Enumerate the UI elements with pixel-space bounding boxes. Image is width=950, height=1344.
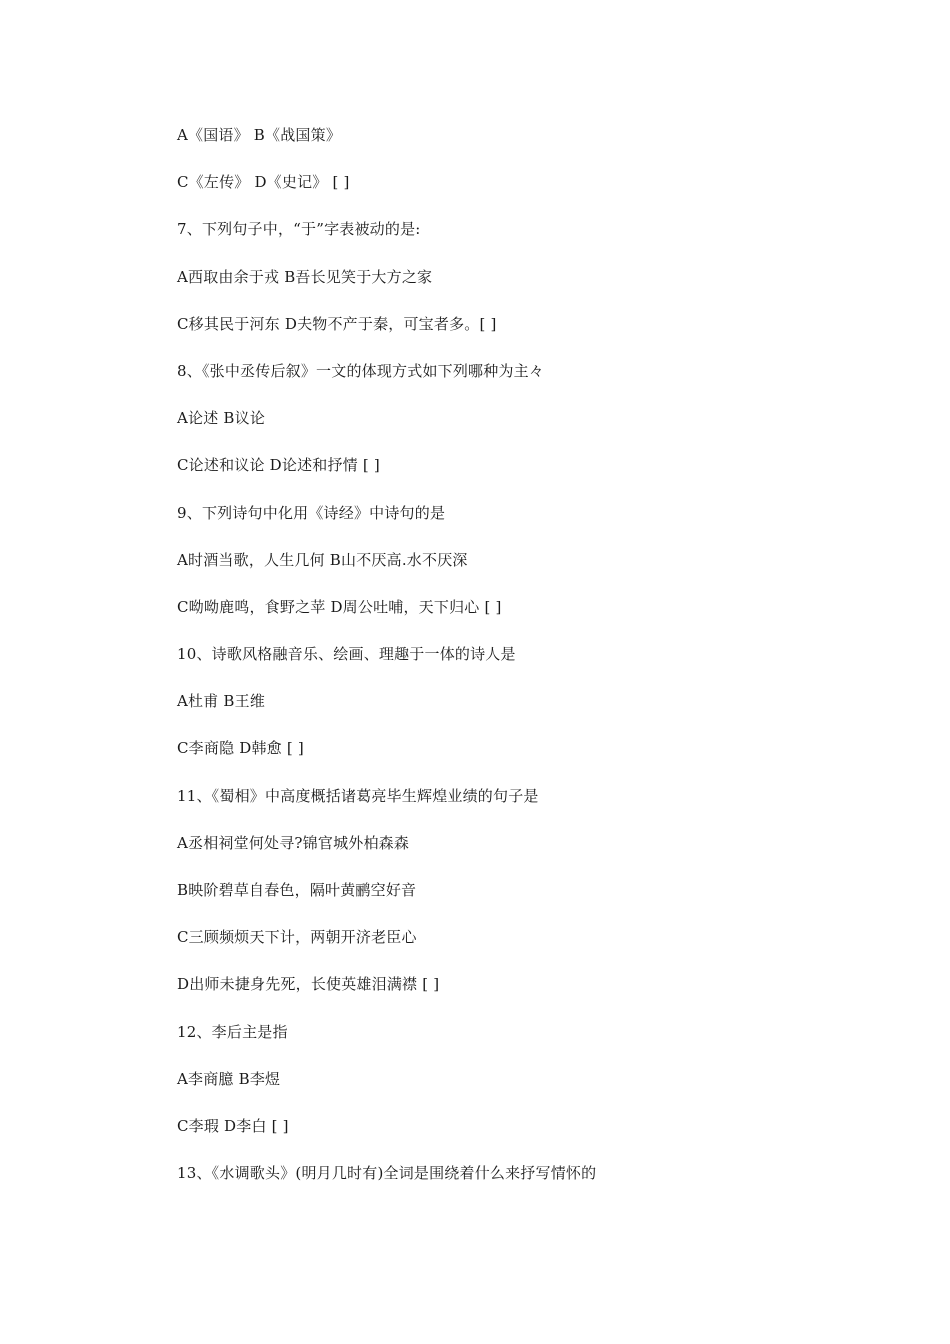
question-line: 13、《水调歌头》(明月几时有)全词是围绕着什么来抒写情怀的: [177, 1164, 597, 1183]
option-line: A论述 B议论: [177, 409, 266, 428]
option-line: A杜甫 B王维: [177, 692, 266, 711]
option-line: A《国语》 B《战国策》: [177, 126, 342, 144]
option-line: C呦呦鹿鸣，食野之苹 D周公吐哺，天下归心 [ ]: [177, 597, 502, 616]
question-line: 11、《蜀相》中高度概括诸葛亮毕生辉煌业绩的句子是: [177, 786, 539, 805]
option-line: A李商臆 B李煜: [177, 1069, 281, 1088]
option-line: C李商隐 D韩愈 [ ]: [177, 739, 304, 758]
option-line: D出师未捷身先死，长使英雄泪满襟 [ ]: [177, 975, 440, 994]
question-line: 10、诗歌风格融音乐、绘画、理趣于一体的诗人是: [177, 645, 516, 664]
option-line: C李瑕 D李白 [ ]: [177, 1116, 289, 1135]
option-line: B映阶碧草自春色，隔叶黄鹂空好音: [177, 881, 417, 899]
option-line: A丞相祠堂何处寻?锦官城外柏森森: [177, 833, 410, 852]
option-line: A西取由余于戎 B吾长见笑于大方之家: [177, 267, 433, 286]
question-line: 9、下列诗句中化用《诗经》中诗句的是: [177, 503, 446, 522]
option-line: A时酒当歌，人生几何 B山不厌高.水不厌深: [177, 550, 468, 569]
question-line: 7、下列句子中，“于”字表被动的是:: [177, 220, 421, 239]
option-line: C论述和议论 D论述和抒情 [ ]: [177, 456, 380, 475]
question-line: 8、《张中丞传后叙》一文的体现方式如下列哪种为主々: [177, 361, 545, 380]
option-line: C三顾频烦天下计，两朝开济老臣心: [177, 928, 417, 947]
option-line: C《左传》 D《史记》 [ ]: [177, 173, 350, 192]
option-line: C移其民于河东 D夫物不产于秦，可宝者多。[ ]: [177, 314, 497, 333]
document-body: [177, 124, 877, 1209]
question-line: 12、李后主是指: [177, 1022, 288, 1041]
